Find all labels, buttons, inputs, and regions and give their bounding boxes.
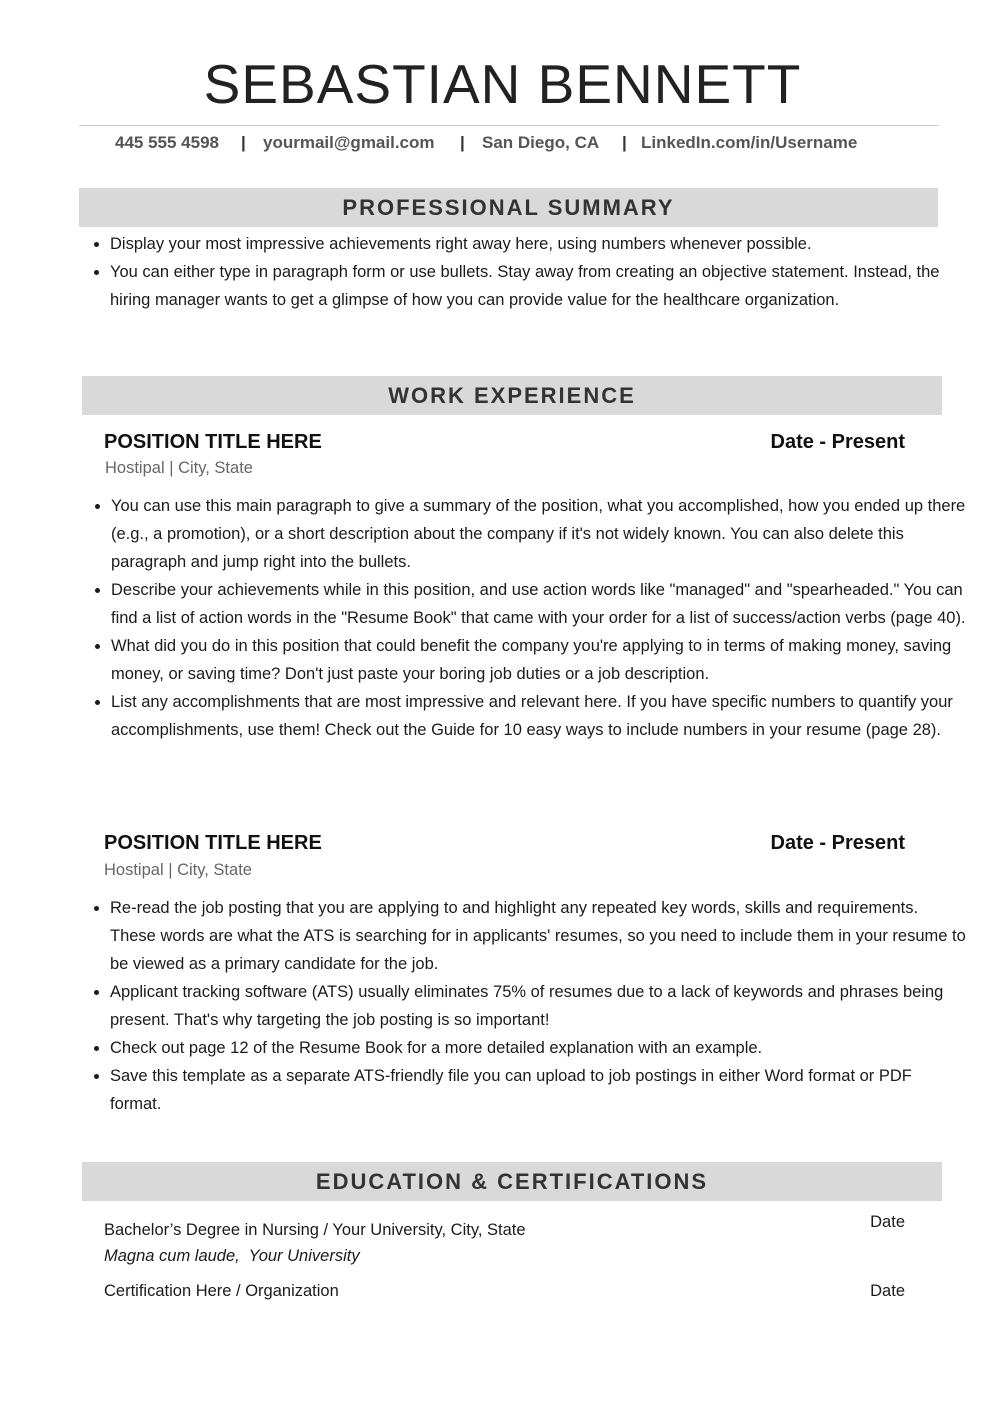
certification: Certification Here / Organization xyxy=(104,1282,339,1300)
job-bullet-list xyxy=(80,492,966,744)
job-bullet: • You can use this main paragraph to give a summary of the position, what you accomplished, how you ended up there (e.g., a promotion), or a short description about the company if it's not widely known. You can also delete this paragraph and jump right into the bullets. xyxy=(111,492,966,576)
contact-phone: 445 555 4598 xyxy=(115,133,219,152)
education-date: Date xyxy=(870,1213,905,1231)
job-employer: Hostipal | City, State xyxy=(104,861,252,879)
education-degree: Bachelor’s Degree in Nursing / Your University, City, State xyxy=(104,1221,526,1239)
contact-linkedin: LinkedIn.com/in/Username xyxy=(641,133,858,152)
job-date: Date - Present xyxy=(770,832,905,854)
job-date: Date - Present xyxy=(770,431,905,453)
summary-bullet: • Display your most impressive achievements right away here, using numbers whenever possible. xyxy=(110,230,940,258)
contact-separator: | xyxy=(460,133,465,152)
job-employer: Hostipal | City, State xyxy=(105,459,253,477)
header-divider xyxy=(79,125,939,126)
contact-line xyxy=(0,133,1005,157)
section-heading-experience: WORK EXPERIENCE xyxy=(82,376,942,415)
job-title: POSITION TITLE HERE xyxy=(104,832,322,854)
job-bullet: • Re-read the job posting that you are applying to and highlight any repeated key words, skills and requirements. These words are what the ATS is searching for in applicants' resumes, so you need to include them in your resume to be viewed as a primary candidate for the job. xyxy=(110,894,966,978)
job-bullet: • Applicant tracking software (ATS) usually eliminates 75% of resumes due to a lack of keywords and phrases being present. That's why targeting the job posting is so important! xyxy=(110,978,966,1034)
section-heading-education: EDUCATION & CERTIFICATIONS xyxy=(82,1162,942,1201)
job-title: POSITION TITLE HERE xyxy=(104,431,322,453)
contact-separator: | xyxy=(622,133,627,152)
contact-separator: | xyxy=(241,133,246,152)
job-bullet-list xyxy=(79,894,966,1118)
certification-date: Date xyxy=(870,1282,905,1300)
summary-list xyxy=(79,230,940,314)
job-bullet: • Check out page 12 of the Resume Book for a more detailed explanation with an example. xyxy=(110,1034,966,1062)
candidate-name: SEBASTIAN BENNETT xyxy=(203,53,802,115)
job-bullet: • Describe your achievements while in this position, and use action words like "managed" and "spearheaded." You can find a list of action words in the "Resume Book" that came with your order for a list of success/action verbs (page 40). xyxy=(111,576,966,632)
summary-bullet: • You can either type in paragraph form or use bullets. Stay away from creating an objective statement. Instead, the hiring manager wants to get a glimpse of how you can provide value for the healthcare organization. xyxy=(110,258,940,314)
contact-email: yourmail@gmail.com xyxy=(263,133,435,152)
job-bullet: • Save this template as a separate ATS-friendly file you can upload to job postings in either Word format or PDF format. xyxy=(110,1062,966,1118)
section-heading-summary: PROFESSIONAL SUMMARY xyxy=(79,188,938,227)
job-bullet: • What did you do in this position that could benefit the company you're applying to in terms of making money, saving money, or saving time? Don't just paste your boring job duties or a job description. xyxy=(111,632,966,688)
education-honors: Magna cum laude, Your University xyxy=(104,1247,360,1265)
contact-location: San Diego, CA xyxy=(482,133,600,152)
job-bullet: • List any accomplishments that are most impressive and relevant here. If you have specific numbers to quantify your accomplishments, use them! Check out the Guide for 10 easy ways to include numbers in your resume (page 28). xyxy=(111,688,966,744)
